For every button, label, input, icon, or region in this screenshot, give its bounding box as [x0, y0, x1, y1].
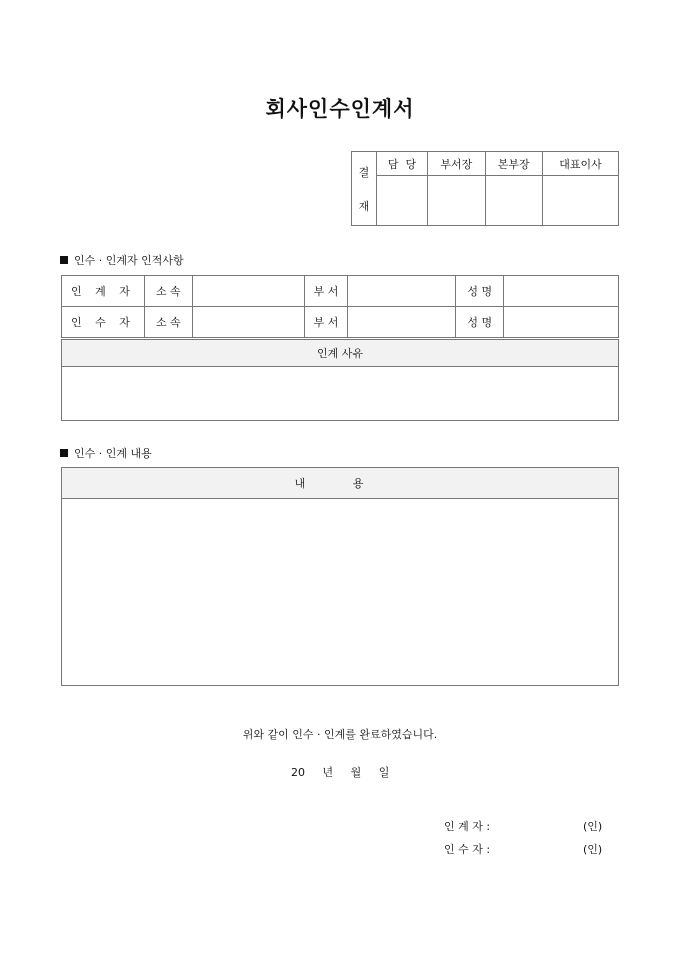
signature-receiver-seal[interactable]: (인) — [583, 843, 603, 856]
name-label: 성 명 — [456, 307, 504, 338]
approval-sign-dept-head[interactable] — [428, 176, 485, 226]
document-title: 회사인수인계서 — [265, 97, 415, 121]
handover-content-table — [61, 467, 619, 686]
content-header: 내 용 — [62, 468, 619, 499]
table-row — [62, 307, 619, 338]
date-line — [291, 764, 403, 780]
approval-label-top: 결 — [358, 165, 370, 179]
section-content-text: 인수 · 인계 내용 — [74, 447, 152, 460]
belong-label: 소 속 — [144, 307, 192, 338]
content-field[interactable] — [62, 499, 619, 686]
approval-label-bottom: 재 — [358, 199, 370, 213]
approval-label — [352, 152, 377, 226]
role-receiver-label: 인 수 자 — [62, 307, 145, 338]
signature-receiver-label: 인 수 자 : — [444, 843, 491, 856]
approval-col-ceo: 대표이사 — [542, 152, 618, 176]
approval-col-staff: 담 당 — [377, 152, 428, 176]
reason-header: 인계 사유 — [62, 339, 619, 367]
dept-label: 부 서 — [304, 276, 348, 307]
approval-table — [351, 151, 619, 226]
approval-col-dept-head: 부서장 — [428, 152, 485, 176]
approval-sign-staff[interactable] — [377, 176, 428, 226]
receiver-name-field[interactable] — [504, 307, 619, 338]
approval-sign-division-head[interactable] — [485, 176, 542, 226]
section-personal-info-text: 인수 · 인계자 인적사항 — [74, 254, 184, 267]
square-bullet-icon — [60, 449, 68, 457]
section-personal-info-title — [60, 252, 184, 268]
approval-sign-ceo[interactable] — [542, 176, 618, 226]
date-day-unit: 일 — [378, 766, 390, 779]
name-label: 성 명 — [456, 276, 504, 307]
handover-dept-field[interactable] — [348, 276, 456, 307]
square-bullet-icon — [60, 256, 68, 264]
dept-label: 부 서 — [304, 307, 348, 338]
handover-name-field[interactable] — [504, 276, 619, 307]
date-year-prefix: 20 — [291, 766, 305, 779]
signature-handover-label: 인 계 자 : — [444, 820, 491, 833]
personal-info-table — [61, 275, 619, 338]
signature-handover-seal[interactable]: (인) — [583, 820, 603, 833]
section-content-title — [60, 445, 152, 461]
receiver-belong-field[interactable] — [192, 307, 304, 338]
table-row — [62, 276, 619, 307]
approval-col-division-head: 본부장 — [485, 152, 542, 176]
reason-field[interactable] — [62, 367, 619, 421]
receiver-dept-field[interactable] — [348, 307, 456, 338]
role-handover-label: 인 계 자 — [62, 276, 145, 307]
belong-label: 소 속 — [144, 276, 192, 307]
date-month-unit: 월 — [350, 766, 362, 779]
handover-reason-table — [61, 337, 619, 421]
completion-statement: 위와 같이 인수 · 인계를 완료하였습니다. — [242, 728, 438, 741]
date-year-unit: 년 — [322, 766, 334, 779]
handover-belong-field[interactable] — [192, 276, 304, 307]
